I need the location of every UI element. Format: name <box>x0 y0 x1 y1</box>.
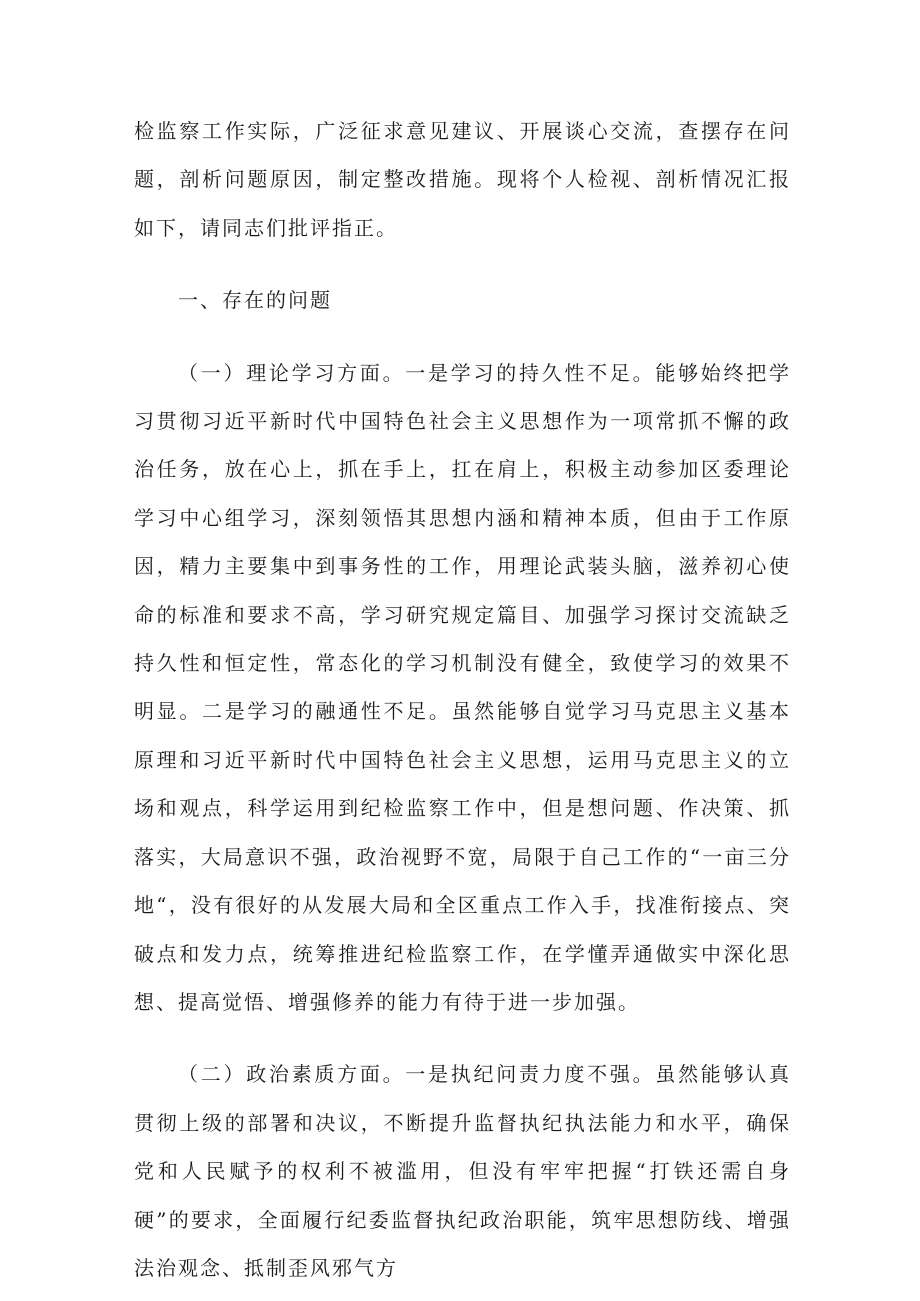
section-heading-existing-problems: 一、存在的问题 <box>178 288 332 313</box>
paragraph-political-quality: （二）政治素质方面。一是执纪问责力度不强。虽然能够认真贯彻上级的部署和决议，不断提升监督执纪执法能力和水平，确保党和人民赋予的权利不被滥用，但没有牢牢把握“打铁还需自身硬”的要求，全面履行纪委监督执纪政治职能，筑牢思想防线、增强法治观念、抵制歪风邪气方 <box>134 1062 791 1280</box>
document-body <box>134 107 791 1292</box>
paragraph-intro-continuation: 检监察工作实际，广泛征求意见建议、开展谈心交流，查摆存在问题，剖析问题原因，制定整改措施。现将个人检视、剖析情况汇报如下，请同志们批评指正。 <box>134 119 791 240</box>
paragraph-theory-study: （一）理论学习方面。一是学习的持久性不足。能够始终把学习贯彻习近平新时代中国特色社会主义思想作为一项常抓不懈的政治任务，放在心上，抓在手上，扛在肩上，积极主动参加区委理论学习中心组学习，深刻领悟其思想内涵和精神本质，但由于工作原因，精力主要集中到事务性的工作，用理论武装头脑，滋养初心使命的标准和要求不高，学习研究规定篇目、加强学习探讨交流缺乏持久性和恒定性，常态化的学习机制没有健全，致使学习的效果不明显。二是学习的融通性不足。虽然能够自觉学习马克思主义基本原理和习近平新时代中国特色社会主义思想，运用马克思主义的立场和观点，科学运用到纪检监察工作中，但是想问题、作决策、抓落实，大局意识不强，政治视野不宽，局限于自己工作的“一亩三分地“，没有很好的从发展大局和全区重点工作入手，找准衔接点、突破点和发力点，统筹推进纪检监察工作，在学懂弄通做实中深化思想、提高觉悟、增强修养的能力有待于进一步加强。 <box>134 360 791 1014</box>
